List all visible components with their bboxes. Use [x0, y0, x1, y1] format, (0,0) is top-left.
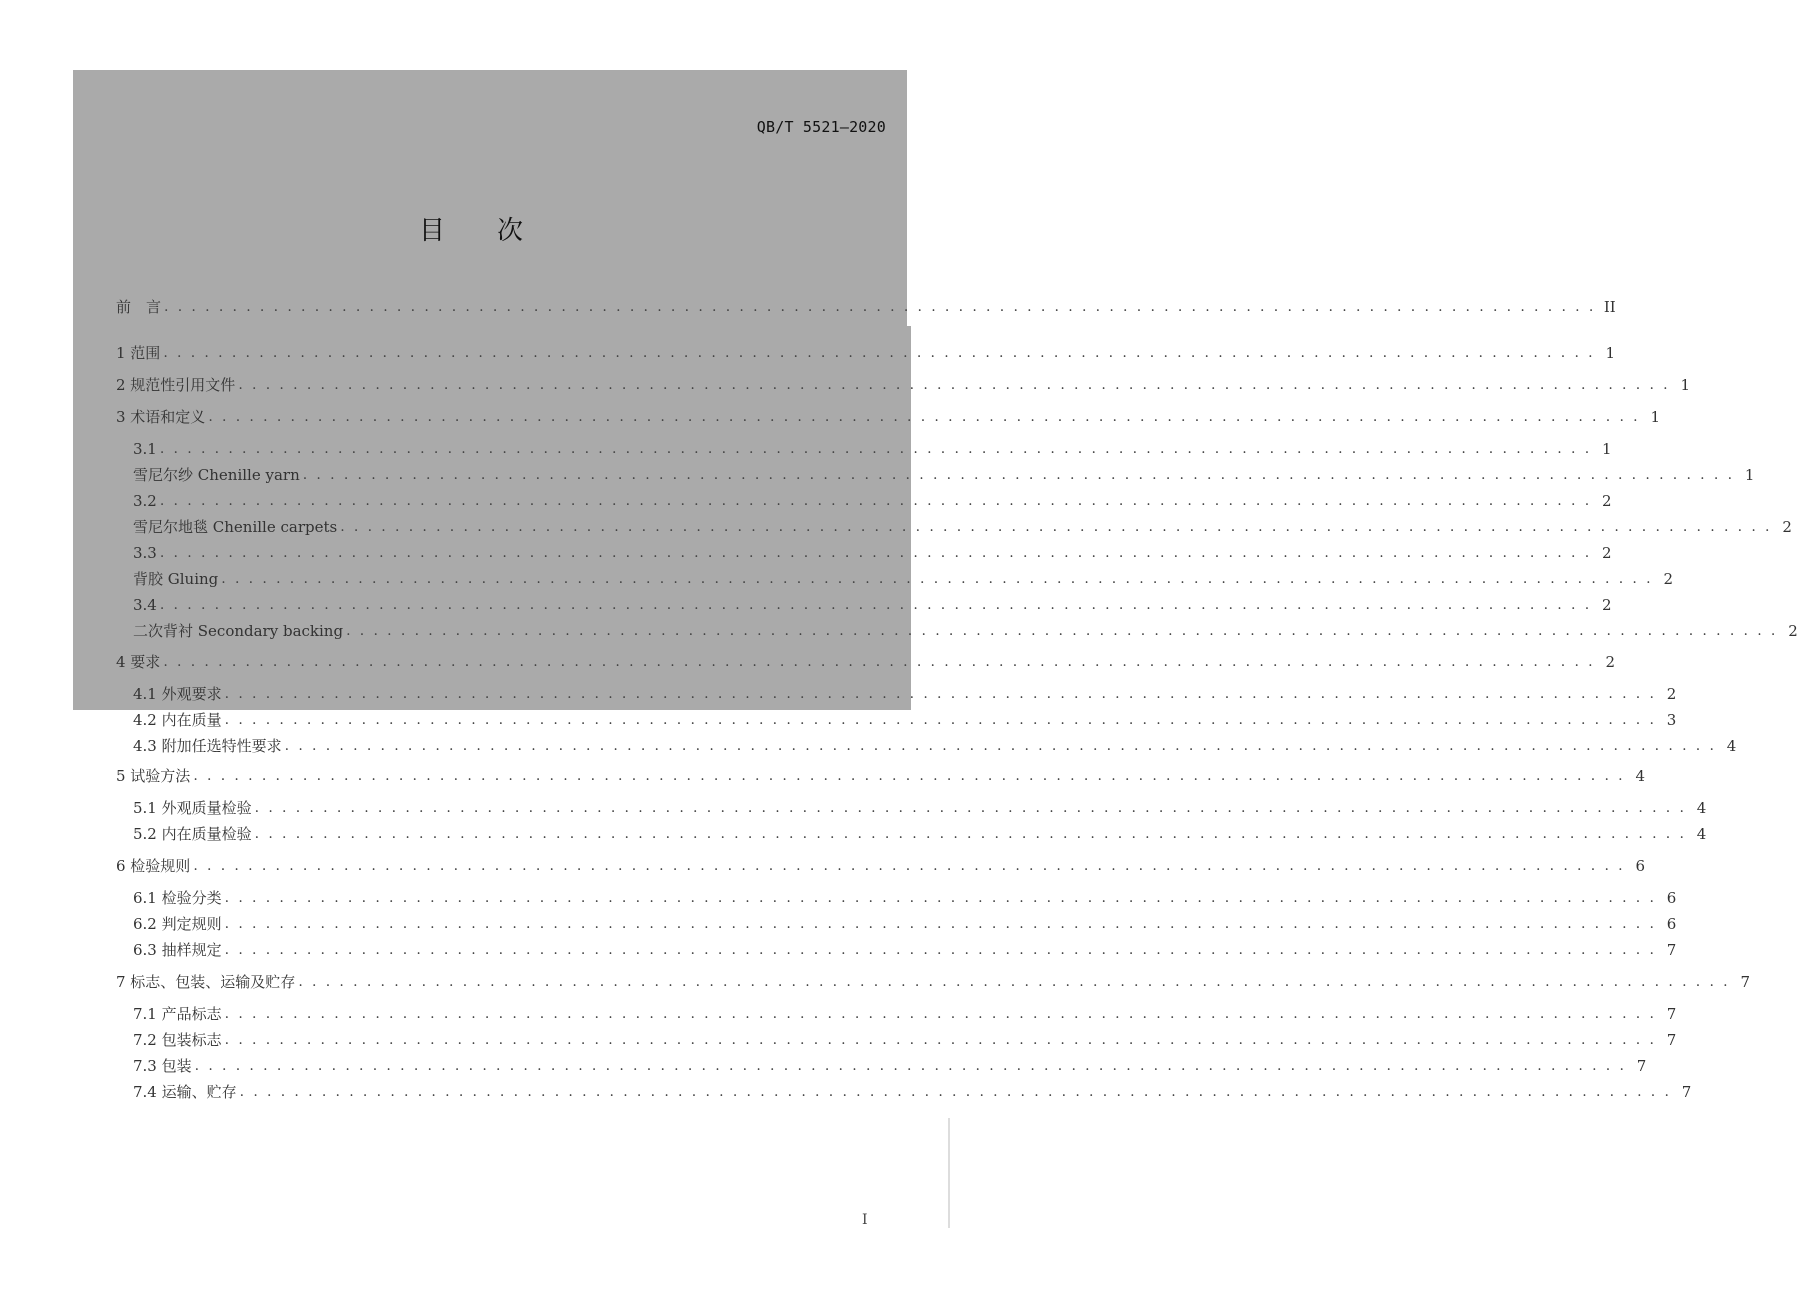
- toc-entry-label: 背胶 Gluing: [133, 570, 219, 588]
- toc-dot-leader: . . . . . . . . . . . . . . . . . . . . . . . . . . . . . . . . . . . . . . . . . . . . . . . . . . . . . . . . . . . . . . . . . . . . . . . . . . . . . . . . . . . . . . . . . . . . . . . . . . . . . . . . .: [224, 712, 1657, 728]
- toc-dot-leader: . . . . . . . . . . . . . . . . . . . . . . . . . . . . . . . . . . . . . . . . . . . . . . . . . . . . . . . . . . . . . . . . . . . . . . . . . . . . . . . . . . . . . . . . . . . . . . . . . . . . . . . . .: [254, 800, 1687, 816]
- page-title: 目次: [418, 216, 575, 246]
- toc-entry-page: 2: [1788, 622, 1798, 640]
- toc-entry-page: 2: [1663, 570, 1673, 588]
- toc-entry-page: 4: [1635, 767, 1646, 785]
- toc-entry-page: 2: [1602, 492, 1612, 510]
- toc-entry[interactable]: [133, 515, 1792, 537]
- toc-entry-page: 1: [1650, 408, 1661, 426]
- toc-entry-page: 3: [1666, 711, 1677, 729]
- toc-entry-page: 1: [1744, 466, 1755, 484]
- page-edge-mark: [948, 1118, 950, 1228]
- toc-entry-label: 5 试验方法: [116, 767, 191, 785]
- toc-entry-label: 4 要求: [116, 653, 161, 671]
- toc-entry-label: 7.2 包装标志: [133, 1031, 222, 1049]
- toc-dot-leader: . . . . . . . . . . . . . . . . . . . . . . . . . . . . . . . . . . . . . . . . . . . . . . . . . . . . . . . . . . . . . . . . . . . . . . . . . . . . . . . . . . . . . . . . . . . . . . . . . . . . . . . . .: [346, 623, 1778, 639]
- toc-entry-label: 5.2 内在质量检验: [133, 825, 252, 843]
- toc-entry-label: 3.2: [133, 492, 157, 510]
- toc-dot-leader: . . . . . . . . . . . . . . . . . . . . . . . . . . . . . . . . . . . . . . . . . . . . . . . . . . . . . . . . . . . . . . . . . . . . . . . . . . . . . . . . . . . . . . . . . . . . . . . . . . . . . . . . .: [284, 738, 1717, 754]
- toc-entry-label: 4.2 内在质量: [133, 711, 222, 729]
- toc-entry-page: 2: [1782, 518, 1792, 536]
- toc-dot-leader: . . . . . . . . . . . . . . . . . . . . . . . . . . . . . . . . . . . . . . . . . . . . . . . . . . . . . . . . . . . . . . . . . . . . . . . . . . . . . . . . . . . . . . . . . . . . . . . . . . . . . . . . .: [239, 1084, 1672, 1100]
- toc-entry-label: 6.2 判定规则: [133, 915, 222, 933]
- page-number: I: [862, 1212, 868, 1228]
- toc-entry-page: 1: [1680, 376, 1691, 394]
- toc-entry-page: 1: [1605, 344, 1616, 362]
- toc-entry-page: 2: [1602, 596, 1612, 614]
- toc-entry-label: 1 范围: [116, 344, 161, 362]
- toc-entry-page: 6: [1666, 915, 1677, 933]
- toc-dot-leader: . . . . . . . . . . . . . . . . . . . . . . . . . . . . . . . . . . . . . . . . . . . . . . . . . . . . . . . . . . . . . . . . . . . . . . . . . . . . . . . . . . . . . . . . . . . . . . . . . . . . . . . . .: [164, 299, 1596, 315]
- toc-entry-label: 3.4: [133, 596, 157, 614]
- toc-entry[interactable]: [116, 295, 1616, 317]
- toc-entry-label: 4.3 附加任选特性要求: [133, 737, 282, 755]
- toc-entry-page: 2: [1666, 685, 1677, 703]
- toc-entry-label: 5.1 外观质量检验: [133, 799, 252, 817]
- toc-entry[interactable]: [133, 912, 1677, 934]
- toc-entry[interactable]: [116, 341, 1616, 363]
- toc-entry[interactable]: [133, 489, 1612, 511]
- toc-dot-leader: . . . . . . . . . . . . . . . . . . . . . . . . . . . . . . . . . . . . . . . . . . . . . . . . . . . . . . . . . . . . . . . . . . . . . . . . . . . . . . . . . . . . . . . . . . . . . . . . . . . . . . . . .: [163, 654, 1596, 670]
- toc-entry[interactable]: [133, 541, 1612, 563]
- toc-entry-label: 6.1 检验分类: [133, 889, 222, 907]
- toc-entry[interactable]: [133, 1002, 1677, 1024]
- toc-entry-label: 2 规范性引用文件: [116, 376, 236, 394]
- toc-entry-page: 7: [1681, 1083, 1692, 1101]
- toc-entry[interactable]: [116, 764, 1646, 786]
- toc-entry[interactable]: [133, 734, 1737, 756]
- toc-entry-page: II: [1603, 298, 1616, 316]
- toc-dot-leader: . . . . . . . . . . . . . . . . . . . . . . . . . . . . . . . . . . . . . . . . . . . . . . . . . . . . . . . . . . . . . . . . . . . . . . . . . . . . . . . . . . . . . . . . . . . . . . . . . . . . . . . . .: [224, 686, 1657, 702]
- toc-dot-leader: . . . . . . . . . . . . . . . . . . . . . . . . . . . . . . . . . . . . . . . . . . . . . . . . . . . . . . . . . . . . . . . . . . . . . . . . . . . . . . . . . . . . . . . . . . . . . . . . . . . . . . . . .: [221, 571, 1653, 587]
- toc-entry[interactable]: [133, 1054, 1647, 1076]
- toc-entry[interactable]: [133, 1028, 1677, 1050]
- toc-dot-leader: . . . . . . . . . . . . . . . . . . . . . . . . . . . . . . . . . . . . . . . . . . . . . . . . . . . . . . . . . . . . . . . . . . . . . . . . . . . . . . . . . . . . . . . . . . . . . . . . . . . . . . . . .: [340, 519, 1772, 535]
- toc-dot-leader: . . . . . . . . . . . . . . . . . . . . . . . . . . . . . . . . . . . . . . . . . . . . . . . . . . . . . . . . . . . . . . . . . . . . . . . . . . . . . . . . . . . . . . . . . . . . . . . . . . . . . . . . .: [159, 493, 1592, 509]
- toc-dot-leader: . . . . . . . . . . . . . . . . . . . . . . . . . . . . . . . . . . . . . . . . . . . . . . . . . . . . . . . . . . . . . . . . . . . . . . . . . . . . . . . . . . . . . . . . . . . . . . . . . . . . . . . . .: [298, 974, 1731, 990]
- toc-entry-page: 6: [1635, 857, 1646, 875]
- toc-entry[interactable]: [133, 682, 1677, 704]
- toc-dot-leader: . . . . . . . . . . . . . . . . . . . . . . . . . . . . . . . . . . . . . . . . . . . . . . . . . . . . . . . . . . . . . . . . . . . . . . . . . . . . . . . . . . . . . . . . . . . . . . . . . . . . . . . . .: [208, 409, 1641, 425]
- toc-dot-leader: . . . . . . . . . . . . . . . . . . . . . . . . . . . . . . . . . . . . . . . . . . . . . . . . . . . . . . . . . . . . . . . . . . . . . . . . . . . . . . . . . . . . . . . . . . . . . . . . . . . . . . . . .: [163, 345, 1596, 361]
- toc-entry-label: 7.1 产品标志: [133, 1005, 222, 1023]
- toc-dot-leader: . . . . . . . . . . . . . . . . . . . . . . . . . . . . . . . . . . . . . . . . . . . . . . . . . . . . . . . . . . . . . . . . . . . . . . . . . . . . . . . . . . . . . . . . . . . . . . . . . . . . . . . . .: [224, 890, 1657, 906]
- toc-entry-page: 2: [1605, 653, 1616, 671]
- toc-entry-label: 3.3: [133, 544, 157, 562]
- toc-entry[interactable]: [116, 854, 1646, 876]
- toc-dot-leader: . . . . . . . . . . . . . . . . . . . . . . . . . . . . . . . . . . . . . . . . . . . . . . . . . . . . . . . . . . . . . . . . . . . . . . . . . . . . . . . . . . . . . . . . . . . . . . . . . . . . . . . . .: [224, 916, 1657, 932]
- toc-entry-label: 雪尼尔纱 Chenille yarn: [133, 466, 300, 484]
- toc-entry[interactable]: [133, 567, 1673, 589]
- toc-entry[interactable]: [133, 437, 1612, 459]
- toc-dot-leader: . . . . . . . . . . . . . . . . . . . . . . . . . . . . . . . . . . . . . . . . . . . . . . . . . . . . . . . . . . . . . . . . . . . . . . . . . . . . . . . . . . . . . . . . . . . . . . . . . . . . . . . . .: [194, 1058, 1627, 1074]
- toc-entry-page: 4: [1726, 737, 1737, 755]
- toc-entry-label: 7.4 运输、贮存: [133, 1083, 237, 1101]
- toc-entry-page: 7: [1666, 1005, 1677, 1023]
- toc-entry-page: 7: [1740, 973, 1751, 991]
- toc-entry-label: 二次背衬 Secondary backing: [133, 622, 344, 640]
- toc-entry-label: 7.3 包装: [133, 1057, 192, 1075]
- toc-entry-label: 前 言: [116, 298, 162, 316]
- toc-dot-leader: . . . . . . . . . . . . . . . . . . . . . . . . . . . . . . . . . . . . . . . . . . . . . . . . . . . . . . . . . . . . . . . . . . . . . . . . . . . . . . . . . . . . . . . . . . . . . . . . . . . . . . . . .: [238, 377, 1671, 393]
- toc-entry[interactable]: [133, 938, 1677, 960]
- toc-dot-leader: . . . . . . . . . . . . . . . . . . . . . . . . . . . . . . . . . . . . . . . . . . . . . . . . . . . . . . . . . . . . . . . . . . . . . . . . . . . . . . . . . . . . . . . . . . . . . . . . . . . . . . . . .: [193, 858, 1626, 874]
- toc-entry[interactable]: [116, 373, 1691, 395]
- toc-dot-leader: . . . . . . . . . . . . . . . . . . . . . . . . . . . . . . . . . . . . . . . . . . . . . . . . . . . . . . . . . . . . . . . . . . . . . . . . . . . . . . . . . . . . . . . . . . . . . . . . . . . . . . . . .: [302, 467, 1735, 483]
- toc-entry-page: 2: [1602, 544, 1612, 562]
- toc-entry-page: 7: [1666, 941, 1677, 959]
- toc-entry-page: 6: [1666, 889, 1677, 907]
- toc-entry[interactable]: [133, 708, 1677, 730]
- toc-entry-page: 4: [1696, 825, 1707, 843]
- toc-dot-leader: . . . . . . . . . . . . . . . . . . . . . . . . . . . . . . . . . . . . . . . . . . . . . . . . . . . . . . . . . . . . . . . . . . . . . . . . . . . . . . . . . . . . . . . . . . . . . . . . . . . . . . . . .: [159, 441, 1592, 457]
- toc-entry-page: 7: [1666, 1031, 1677, 1049]
- toc-entry-label: 4.1 外观要求: [133, 685, 222, 703]
- toc-entry-label: 6 检验规则: [116, 857, 191, 875]
- toc-entry[interactable]: [133, 593, 1612, 615]
- toc-entry[interactable]: [133, 619, 1798, 641]
- toc-dot-leader: . . . . . . . . . . . . . . . . . . . . . . . . . . . . . . . . . . . . . . . . . . . . . . . . . . . . . . . . . . . . . . . . . . . . . . . . . . . . . . . . . . . . . . . . . . . . . . . . . . . . . . . . .: [159, 597, 1592, 613]
- toc-entry[interactable]: [133, 822, 1707, 844]
- toc-dot-leader: . . . . . . . . . . . . . . . . . . . . . . . . . . . . . . . . . . . . . . . . . . . . . . . . . . . . . . . . . . . . . . . . . . . . . . . . . . . . . . . . . . . . . . . . . . . . . . . . . . . . . . . . .: [254, 826, 1687, 842]
- toc-entry[interactable]: [133, 1080, 1692, 1102]
- toc-dot-leader: . . . . . . . . . . . . . . . . . . . . . . . . . . . . . . . . . . . . . . . . . . . . . . . . . . . . . . . . . . . . . . . . . . . . . . . . . . . . . . . . . . . . . . . . . . . . . . . . . . . . . . . . .: [224, 1006, 1657, 1022]
- toc-entry[interactable]: [133, 463, 1755, 485]
- toc-entry-page: 1: [1602, 440, 1612, 458]
- toc-dot-leader: . . . . . . . . . . . . . . . . . . . . . . . . . . . . . . . . . . . . . . . . . . . . . . . . . . . . . . . . . . . . . . . . . . . . . . . . . . . . . . . . . . . . . . . . . . . . . . . . . . . . . . . . .: [224, 1032, 1657, 1048]
- toc-entry[interactable]: [116, 650, 1616, 672]
- toc-entry-label: 3.1: [133, 440, 157, 458]
- toc-dot-leader: . . . . . . . . . . . . . . . . . . . . . . . . . . . . . . . . . . . . . . . . . . . . . . . . . . . . . . . . . . . . . . . . . . . . . . . . . . . . . . . . . . . . . . . . . . . . . . . . . . . . . . . . .: [159, 545, 1592, 561]
- toc-dot-leader: . . . . . . . . . . . . . . . . . . . . . . . . . . . . . . . . . . . . . . . . . . . . . . . . . . . . . . . . . . . . . . . . . . . . . . . . . . . . . . . . . . . . . . . . . . . . . . . . . . . . . . . . .: [224, 942, 1657, 958]
- toc-dot-leader: . . . . . . . . . . . . . . . . . . . . . . . . . . . . . . . . . . . . . . . . . . . . . . . . . . . . . . . . . . . . . . . . . . . . . . . . . . . . . . . . . . . . . . . . . . . . . . . . . . . . . . . . .: [193, 768, 1626, 784]
- toc-entry-page: 4: [1696, 799, 1707, 817]
- toc-entry[interactable]: [133, 886, 1677, 908]
- toc-entry-label: 6.3 抽样规定: [133, 941, 222, 959]
- toc-entry[interactable]: [116, 405, 1661, 427]
- standard-code: QB/T 5521—2020: [756, 118, 886, 136]
- toc-entry-label: 3 术语和定义: [116, 408, 206, 426]
- toc-entry-label: 雪尼尔地毯 Chenille carpets: [133, 518, 338, 536]
- toc-entry-page: 7: [1636, 1057, 1647, 1075]
- toc-entry-label: 7 标志、包装、运输及贮存: [116, 973, 296, 991]
- toc-entry[interactable]: [116, 970, 1751, 992]
- toc-entry[interactable]: [133, 796, 1707, 818]
